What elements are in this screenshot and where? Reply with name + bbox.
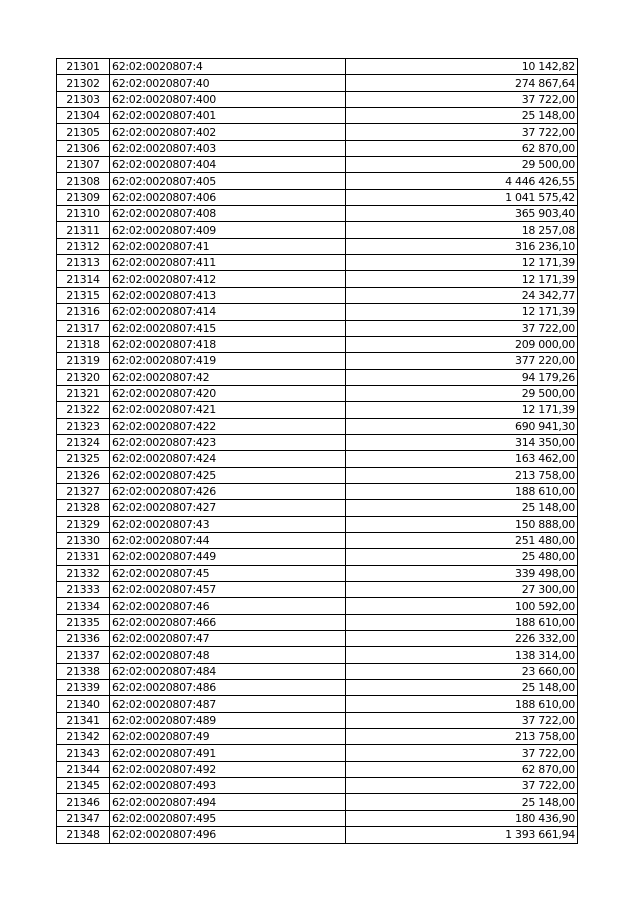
cadastral-number-cell: 62:02:0020807:415: [110, 320, 346, 336]
cadastral-number-cell: 62:02:0020807:401: [110, 108, 346, 124]
cadastral-value-cell: 100 592,00: [346, 598, 578, 614]
cadastral-value-cell: 12 171,39: [346, 255, 578, 271]
cadastral-number-cell: 62:02:0020807:484: [110, 663, 346, 679]
table-row: [57, 173, 578, 189]
row-number-cell: 21311: [57, 222, 110, 238]
cadastral-number-cell: 62:02:0020807:400: [110, 91, 346, 107]
cadastral-value-cell: 180 436,90: [346, 810, 578, 826]
table-row: [57, 549, 578, 565]
cadastral-number-cell: 62:02:0020807:42: [110, 369, 346, 385]
cadastral-value-cell: 226 332,00: [346, 631, 578, 647]
table-row: [57, 467, 578, 483]
cadastral-value-cell: 25 148,00: [346, 680, 578, 696]
cadastral-number-cell: 62:02:0020807:496: [110, 827, 346, 843]
cadastral-value-cell: 25 148,00: [346, 794, 578, 810]
cadastral-value-cell: 138 314,00: [346, 647, 578, 663]
cadastral-number-cell: 62:02:0020807:47: [110, 631, 346, 647]
cadastral-number-cell: 62:02:0020807:41: [110, 238, 346, 254]
table-row: [57, 206, 578, 222]
cadastral-number-cell: 62:02:0020807:493: [110, 778, 346, 794]
cadastral-value-table: [56, 58, 578, 844]
table-row: [57, 418, 578, 434]
table-row: [57, 532, 578, 548]
cadastral-value-cell: 12 171,39: [346, 271, 578, 287]
table-row: [57, 794, 578, 810]
cadastral-number-cell: 62:02:0020807:4: [110, 59, 346, 75]
cadastral-number-cell: 62:02:0020807:405: [110, 173, 346, 189]
row-number-cell: 21316: [57, 304, 110, 320]
row-number-cell: 21317: [57, 320, 110, 336]
table-body: [57, 59, 578, 844]
cadastral-value-cell: 37 722,00: [346, 124, 578, 140]
cadastral-number-cell: 62:02:0020807:46: [110, 598, 346, 614]
cadastral-number-cell: 62:02:0020807:421: [110, 402, 346, 418]
table-row: [57, 189, 578, 205]
table-row: [57, 287, 578, 303]
cadastral-value-cell: 37 722,00: [346, 320, 578, 336]
cadastral-value-cell: 25 148,00: [346, 108, 578, 124]
table-row: [57, 761, 578, 777]
cadastral-value-cell: 12 171,39: [346, 402, 578, 418]
row-number-cell: 21346: [57, 794, 110, 810]
cadastral-number-cell: 62:02:0020807:408: [110, 206, 346, 222]
row-number-cell: 21344: [57, 761, 110, 777]
table-row: [57, 663, 578, 679]
cadastral-value-cell: 1 041 575,42: [346, 189, 578, 205]
table-row: [57, 271, 578, 287]
row-number-cell: 21302: [57, 75, 110, 91]
cadastral-number-cell: 62:02:0020807:487: [110, 696, 346, 712]
row-number-cell: 21301: [57, 59, 110, 75]
cadastral-value-cell: 316 236,10: [346, 238, 578, 254]
table-row: [57, 369, 578, 385]
cadastral-number-cell: 62:02:0020807:406: [110, 189, 346, 205]
table-row: [57, 222, 578, 238]
cadastral-number-cell: 62:02:0020807:411: [110, 255, 346, 271]
cadastral-value-cell: 25 148,00: [346, 500, 578, 516]
table-row: [57, 483, 578, 499]
cadastral-number-cell: 62:02:0020807:423: [110, 434, 346, 450]
table-row: [57, 582, 578, 598]
cadastral-value-cell: 10 142,82: [346, 59, 578, 75]
table-row: [57, 336, 578, 352]
cadastral-value-cell: 188 610,00: [346, 614, 578, 630]
cadastral-number-cell: 62:02:0020807:495: [110, 810, 346, 826]
table-row: [57, 598, 578, 614]
table-row: [57, 745, 578, 761]
row-number-cell: 21347: [57, 810, 110, 826]
cadastral-value-cell: 213 758,00: [346, 729, 578, 745]
cadastral-value-cell: 24 342,77: [346, 287, 578, 303]
row-number-cell: 21324: [57, 434, 110, 450]
cadastral-value-cell: 4 446 426,55: [346, 173, 578, 189]
row-number-cell: 21337: [57, 647, 110, 663]
cadastral-value-cell: 150 888,00: [346, 516, 578, 532]
table-row: [57, 516, 578, 532]
cadastral-number-cell: 62:02:0020807:40: [110, 75, 346, 91]
row-number-cell: 21322: [57, 402, 110, 418]
cadastral-number-cell: 62:02:0020807:419: [110, 353, 346, 369]
cadastral-value-cell: 209 000,00: [346, 336, 578, 352]
table-row: [57, 778, 578, 794]
cadastral-number-cell: 62:02:0020807:418: [110, 336, 346, 352]
cadastral-value-cell: 314 350,00: [346, 434, 578, 450]
row-number-cell: 21318: [57, 336, 110, 352]
row-number-cell: 21303: [57, 91, 110, 107]
row-number-cell: 21326: [57, 467, 110, 483]
cadastral-value-cell: 213 758,00: [346, 467, 578, 483]
cadastral-value-cell: 365 903,40: [346, 206, 578, 222]
row-number-cell: 21334: [57, 598, 110, 614]
cadastral-number-cell: 62:02:0020807:424: [110, 451, 346, 467]
cadastral-value-cell: 188 610,00: [346, 483, 578, 499]
row-number-cell: 21339: [57, 680, 110, 696]
row-number-cell: 21329: [57, 516, 110, 532]
row-number-cell: 21308: [57, 173, 110, 189]
cadastral-value-cell: 29 500,00: [346, 157, 578, 173]
cadastral-number-cell: 62:02:0020807:427: [110, 500, 346, 516]
table-row: [57, 75, 578, 91]
row-number-cell: 21313: [57, 255, 110, 271]
cadastral-number-cell: 62:02:0020807:412: [110, 271, 346, 287]
table-row: [57, 712, 578, 728]
row-number-cell: 21325: [57, 451, 110, 467]
table-row: [57, 140, 578, 156]
table-row: [57, 500, 578, 516]
table-row: [57, 385, 578, 401]
cadastral-value-cell: 37 722,00: [346, 778, 578, 794]
cadastral-number-cell: 62:02:0020807:426: [110, 483, 346, 499]
table-row: [57, 696, 578, 712]
cadastral-number-cell: 62:02:0020807:49: [110, 729, 346, 745]
cadastral-number-cell: 62:02:0020807:486: [110, 680, 346, 696]
cadastral-number-cell: 62:02:0020807:491: [110, 745, 346, 761]
table-row: [57, 631, 578, 647]
row-number-cell: 21314: [57, 271, 110, 287]
table-row: [57, 810, 578, 826]
row-number-cell: 21328: [57, 500, 110, 516]
table-row: [57, 451, 578, 467]
cadastral-number-cell: 62:02:0020807:422: [110, 418, 346, 434]
cadastral-number-cell: 62:02:0020807:43: [110, 516, 346, 532]
table-row: [57, 124, 578, 140]
cadastral-number-cell: 62:02:0020807:492: [110, 761, 346, 777]
row-number-cell: 21309: [57, 189, 110, 205]
row-number-cell: 21342: [57, 729, 110, 745]
cadastral-number-cell: 62:02:0020807:494: [110, 794, 346, 810]
cadastral-value-cell: 23 660,00: [346, 663, 578, 679]
row-number-cell: 21330: [57, 532, 110, 548]
row-number-cell: 21335: [57, 614, 110, 630]
cadastral-value-cell: 27 300,00: [346, 582, 578, 598]
cadastral-number-cell: 62:02:0020807:44: [110, 532, 346, 548]
cadastral-value-cell: 37 722,00: [346, 712, 578, 728]
row-number-cell: 21321: [57, 385, 110, 401]
cadastral-value-cell: 62 870,00: [346, 140, 578, 156]
cadastral-value-cell: 62 870,00: [346, 761, 578, 777]
row-number-cell: 21306: [57, 140, 110, 156]
cadastral-value-cell: 1 393 661,94: [346, 827, 578, 843]
cadastral-value-cell: 12 171,39: [346, 304, 578, 320]
cadastral-value-cell: 251 480,00: [346, 532, 578, 548]
table-row: [57, 59, 578, 75]
row-number-cell: 21323: [57, 418, 110, 434]
table-row: [57, 647, 578, 663]
table-row: [57, 434, 578, 450]
row-number-cell: 21332: [57, 565, 110, 581]
row-number-cell: 21307: [57, 157, 110, 173]
row-number-cell: 21348: [57, 827, 110, 843]
cadastral-value-cell: 37 722,00: [346, 91, 578, 107]
cadastral-number-cell: 62:02:0020807:449: [110, 549, 346, 565]
row-number-cell: 21336: [57, 631, 110, 647]
table-row: [57, 238, 578, 254]
table-row: [57, 680, 578, 696]
cadastral-value-cell: 188 610,00: [346, 696, 578, 712]
row-number-cell: 21320: [57, 369, 110, 385]
cadastral-number-cell: 62:02:0020807:457: [110, 582, 346, 598]
row-number-cell: 21338: [57, 663, 110, 679]
cadastral-value-cell: 690 941,30: [346, 418, 578, 434]
table-row: [57, 157, 578, 173]
row-number-cell: 21341: [57, 712, 110, 728]
row-number-cell: 21315: [57, 287, 110, 303]
row-number-cell: 21312: [57, 238, 110, 254]
cadastral-number-cell: 62:02:0020807:409: [110, 222, 346, 238]
table-row: [57, 565, 578, 581]
table-row: [57, 614, 578, 630]
cadastral-number-cell: 62:02:0020807:403: [110, 140, 346, 156]
cadastral-value-cell: 163 462,00: [346, 451, 578, 467]
row-number-cell: 21319: [57, 353, 110, 369]
cadastral-value-cell: 37 722,00: [346, 745, 578, 761]
row-number-cell: 21340: [57, 696, 110, 712]
cadastral-number-cell: 62:02:0020807:420: [110, 385, 346, 401]
cadastral-value-cell: 25 480,00: [346, 549, 578, 565]
cadastral-number-cell: 62:02:0020807:466: [110, 614, 346, 630]
table-row: [57, 91, 578, 107]
table-row: [57, 402, 578, 418]
row-number-cell: 21304: [57, 108, 110, 124]
row-number-cell: 21343: [57, 745, 110, 761]
row-number-cell: 21345: [57, 778, 110, 794]
cadastral-value-cell: 339 498,00: [346, 565, 578, 581]
table-row: [57, 353, 578, 369]
cadastral-number-cell: 62:02:0020807:425: [110, 467, 346, 483]
row-number-cell: 21310: [57, 206, 110, 222]
table-row: [57, 108, 578, 124]
table-row: [57, 320, 578, 336]
row-number-cell: 21327: [57, 483, 110, 499]
cadastral-number-cell: 62:02:0020807:404: [110, 157, 346, 173]
table-row: [57, 827, 578, 843]
row-number-cell: 21305: [57, 124, 110, 140]
cadastral-value-cell: 18 257,08: [346, 222, 578, 238]
cadastral-value-cell: 377 220,00: [346, 353, 578, 369]
cadastral-number-cell: 62:02:0020807:414: [110, 304, 346, 320]
cadastral-number-cell: 62:02:0020807:413: [110, 287, 346, 303]
cadastral-number-cell: 62:02:0020807:45: [110, 565, 346, 581]
cadastral-number-cell: 62:02:0020807:48: [110, 647, 346, 663]
row-number-cell: 21331: [57, 549, 110, 565]
cadastral-value-cell: 274 867,64: [346, 75, 578, 91]
table-row: [57, 304, 578, 320]
cadastral-value-cell: 94 179,26: [346, 369, 578, 385]
row-number-cell: 21333: [57, 582, 110, 598]
table-row: [57, 255, 578, 271]
cadastral-number-cell: 62:02:0020807:402: [110, 124, 346, 140]
table-row: [57, 729, 578, 745]
cadastral-value-cell: 29 500,00: [346, 385, 578, 401]
cadastral-number-cell: 62:02:0020807:489: [110, 712, 346, 728]
